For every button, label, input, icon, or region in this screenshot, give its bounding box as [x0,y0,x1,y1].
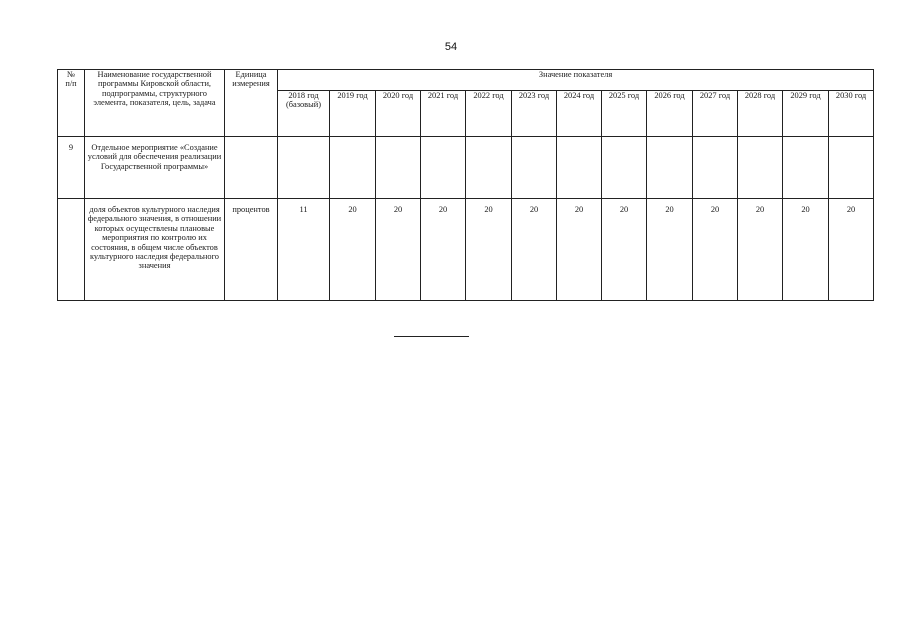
empty-cell [58,199,85,301]
header-year: 2025 год [602,91,647,137]
header-year: 2018 год (базовый) [278,91,330,137]
event-name: Отдельное мероприятие «Создание условий для обеспечения реализации Государственной программы» [85,137,225,199]
header-year: 2020 год [376,91,421,137]
empty-cell [829,137,874,199]
indicator-table [57,69,874,301]
header-year: 2030 год [829,91,874,137]
header-year: 2028 год [738,91,783,137]
indicator-value: 20 [602,199,647,301]
header-name: Наименование государственной программы Кировской области, подпрограммы, структурного элемента, показателя, цель, задача [85,70,225,137]
header-year: 2027 год [693,91,738,137]
end-separator-line [394,336,469,337]
indicator-value: 20 [693,199,738,301]
empty-cell [421,137,466,199]
indicator-value: 20 [466,199,512,301]
header-year: 2019 год [330,91,376,137]
table-row-event [58,137,874,199]
indicator-value: 11 [278,199,330,301]
header-year: 2021 год [421,91,466,137]
empty-cell [278,137,330,199]
empty-cell [512,137,557,199]
page-number: 54 [444,41,458,53]
empty-cell [466,137,512,199]
header-year: 2029 год [783,91,829,137]
indicator-value: 20 [647,199,693,301]
empty-cell [225,137,278,199]
indicator-value: 20 [738,199,783,301]
indicator-value: 20 [330,199,376,301]
header-year: 2023 год [512,91,557,137]
empty-cell [738,137,783,199]
indicator-value: 20 [512,199,557,301]
empty-cell [783,137,829,199]
header-year: 2024 год [557,91,602,137]
header-year: 2022 год [466,91,512,137]
indicator-value: 20 [376,199,421,301]
indicator-value: 20 [421,199,466,301]
empty-cell [330,137,376,199]
header-value-group: Значение показателя [278,70,874,91]
row-number: 9 [58,137,85,199]
empty-cell [647,137,693,199]
indicator-value: 20 [783,199,829,301]
empty-cell [693,137,738,199]
indicator-name: доля объектов культурного наследия федерального значения, в отношении которых осуществлены плановые мероприятия по контролю их состояния, в общем числе объектов культурного наследия федерального значения [85,199,225,301]
indicator-value: 20 [829,199,874,301]
header-year: 2026 год [647,91,693,137]
indicator-unit: процентов [225,199,278,301]
empty-cell [557,137,602,199]
empty-cell [602,137,647,199]
table-row-indicator [58,199,874,301]
header-number: № п/п [58,70,85,137]
header-unit: Единица измерения [225,70,278,137]
empty-cell [376,137,421,199]
indicator-value: 20 [557,199,602,301]
